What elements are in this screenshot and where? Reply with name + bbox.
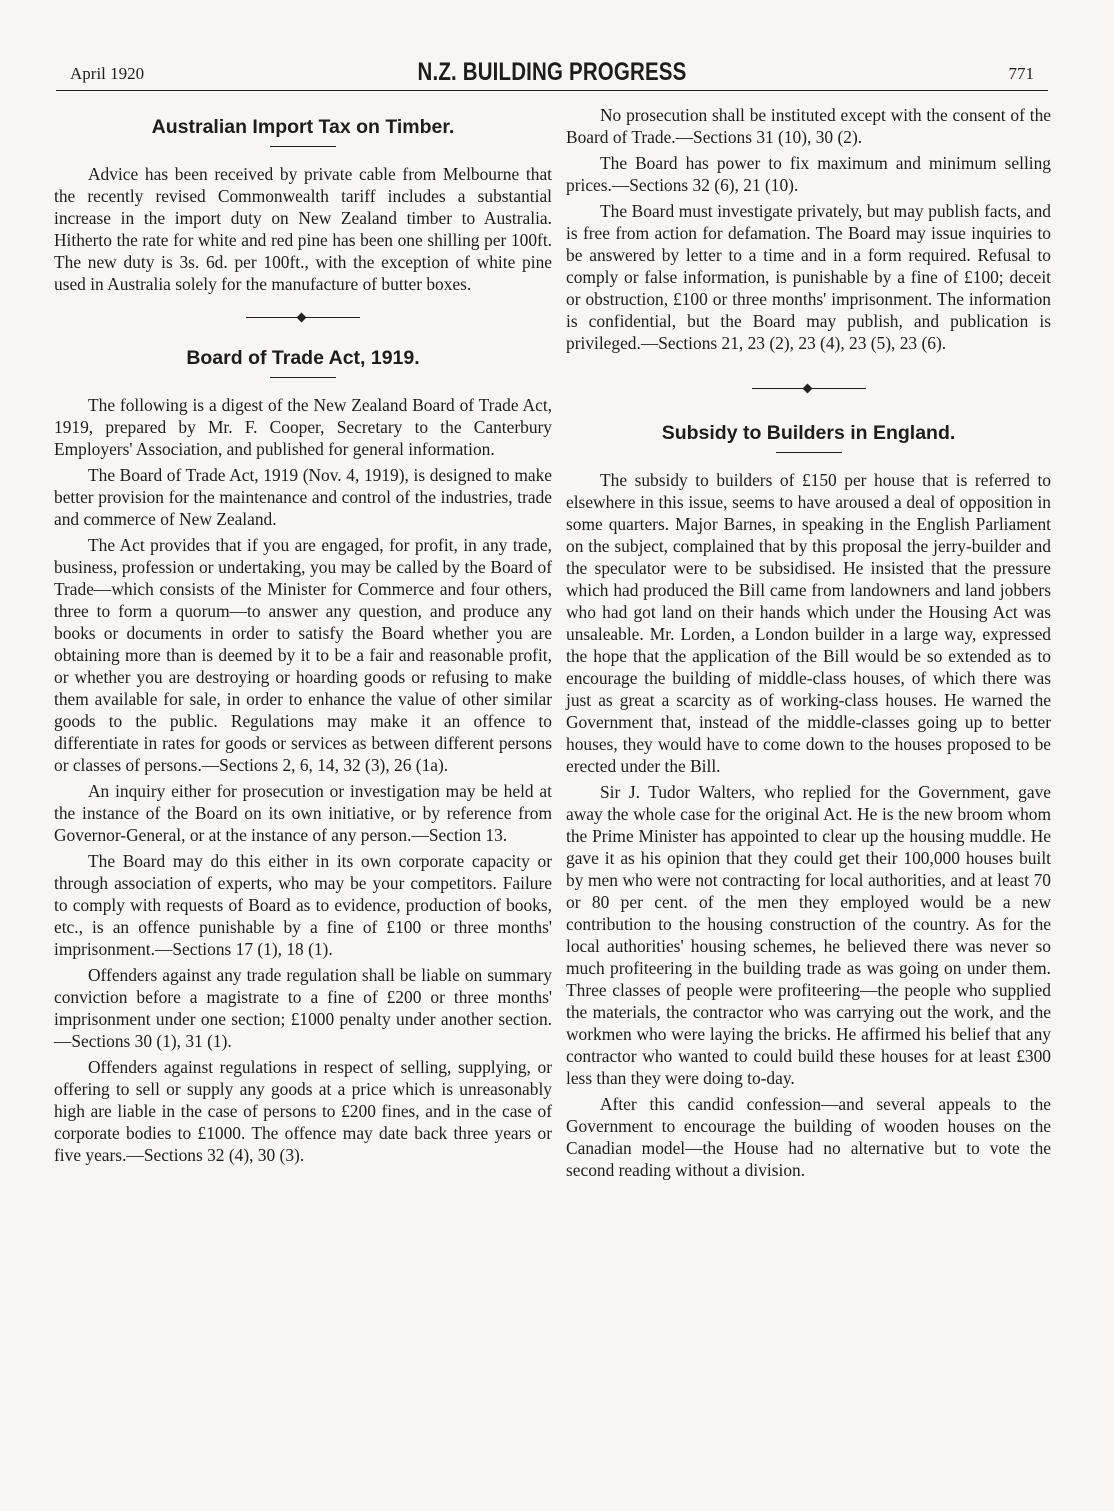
article-paragraph: The Board of Trade Act, 1919 (Nov. 4, 1919), is designed to make better provision for the maintenance and control of the industries, trade and commerce of New Zealand. bbox=[54, 465, 552, 529]
issue-date: April 1920 bbox=[70, 64, 145, 83]
article-title-australian-tax: Australian Import Tax on Timber. bbox=[151, 116, 455, 138]
article-paragraph: Offenders against any trade regulation shall be liable on summary conviction before a magistrate to a fine of £200 or three months' imprisonment under one section; £1000 penalty under another section.—Sections 30 (1), 31 (1). bbox=[54, 965, 552, 1051]
article-paragraph: Offenders against regulations in respect of selling, supplying, or offering to sell or supply any goods at a price which is unreasonably high are liable in the case of persons to £200 fines, and in the case of corporate bodies to £1000. The offence may date back three years or five years.—Sections 32 (4), 30 (3). bbox=[54, 1057, 552, 1165]
article-paragraph: The following is a digest of the New Zealand Board of Trade Act, 1919, prepared by Mr. F. Cooper, Secretary to the Canterbury Employers' Association, and published for general information. bbox=[54, 395, 552, 459]
article-title-board-of-trade: Board of Trade Act, 1919. bbox=[186, 347, 420, 369]
right-column bbox=[566, 104, 1051, 1181]
article-paragraph: An inquiry either for prosecution or investigation may be held at the instance of the Board on its own initiative, or by reference from Governor-General, or at the instance of any person.—Section 13. bbox=[54, 781, 552, 845]
article-paragraph: No prosecution shall be instituted except with the consent of the Board of Trade.—Sections 31 (10), 30 (2). bbox=[566, 105, 1051, 147]
title-rule bbox=[776, 452, 842, 453]
left-column bbox=[54, 104, 552, 1166]
title-rule bbox=[270, 146, 336, 147]
article-title-subsidy: Subsidy to Builders in England. bbox=[661, 422, 956, 444]
article-paragraph: The subsidy to builders of £150 per house that is referred to elsewhere in this issue, seems to have aroused a deal of opposition in some quarters. Major Barnes, in speaking in the English Parliament on the subject, complained that by this proposal the jerry-builder and the speculator were to be subsidised. He insisted that the pressure which had produced the Bill came from landowners and land jobbers who had got land on their hands which under the Housing Act was unsaleable. Mr. Lorden, a London builder in a large way, expressed the hope that the application of the Bill would be so extended as to encourage the building of middle-class houses, of which there was just as great a scarcity as of working-class houses. He warned the Government that, instead of the middle-classes going up to better houses, they would have to come down to the houses proposed to be erected under the Bill. bbox=[566, 470, 1051, 776]
page-number: 771 bbox=[1008, 64, 1034, 83]
article-paragraph: The Board may do this either in its own corporate capacity or through association of experts, who may be your competitors. Failure to comply with requests of Board as to evidence, production of books, etc., is an offence punishable by a fine of £100 or three months' imprisonment.—Sections 17 (1), 18 (1). bbox=[54, 851, 552, 959]
title-rule bbox=[270, 377, 336, 378]
section-divider-ornament bbox=[752, 384, 866, 394]
section-divider-ornament bbox=[246, 313, 360, 323]
page-header bbox=[56, 58, 1048, 91]
article-paragraph: Advice has been received by private cable from Melbourne that the recently revised Commonwealth tariff includes a substantial increase in the import duty on New Zealand timber to Australia. Hitherto the rate for white and red pine has been one shilling per 100ft. The new duty is 3s. 6d. per 100ft., with the exception of white pine used in Australia solely for the manufacture of butter boxes. bbox=[54, 164, 552, 294]
article-paragraph: After this candid confession—and several appeals to the Government to encourage the building of wooden houses on the Canadian model—the House had no alternative but to vote the second reading without a division. bbox=[566, 1094, 1051, 1180]
article-paragraph: The Board must investigate privately, but may publish facts, and is free from action for defamation. The Board may issue inquiries to be answered by letter to a time and in a form required. Refusal to comply or false information, is punishable by a fine of £100; deceit or obstruction, £100 or three months' imprisonment. The information is confidential, but the Board may publish, and publication is privileged.—Sections 21, 23 (2), 23 (4), 23 (5), 23 (6). bbox=[566, 201, 1051, 353]
article-paragraph: Sir J. Tudor Walters, who replied for the Government, gave away the whole case for the original Act. He is the new broom whom the Prime Minister has appointed to clear up the housing muddle. He gave it as his opinion that they could get their 100,000 houses built by men who were not contracting for local authorities, and at least 70 or 80 per cent. of the men they employed would be a new contribution to the housing construction of the country. As for the local authorities' housing schemes, he believed there was never so much profiteering in the building trade as was going on under them. Three classes of people were profiteering—the people who supplied the materials, the contractor who was carrying out the work, and the workmen who were laying the bricks. He affirmed his belief that any contractor who wanted to could build these houses for at least £300 less than they were doing to-day. bbox=[566, 782, 1051, 1088]
publication-title: N.Z. BUILDING PROGRESS bbox=[417, 58, 687, 86]
article-paragraph: The Act provides that if you are engaged, for profit, in any trade, business, profession or undertaking, you may be called by the Board of Trade—which consists of the Minister for Commerce and four others, three to form a quorum—to answer any question, and produce any books or documents in order to satisfy the Board whether you are obtaining more than is deemed by it to be a fair and reasonable profit, or whether you are destroying or hoarding goods or refusing to make them available for sale, in order to enhance the value of other similar goods to the public. Regulations may make it an offence to differentiate in rates for goods or services as between different persons or classes of persons.—Sections 2, 6, 14, 32 (3), 26 (1a). bbox=[54, 535, 552, 775]
article-paragraph: The Board has power to fix maximum and minimum selling prices.—Sections 32 (6), 21 (10). bbox=[566, 153, 1051, 195]
